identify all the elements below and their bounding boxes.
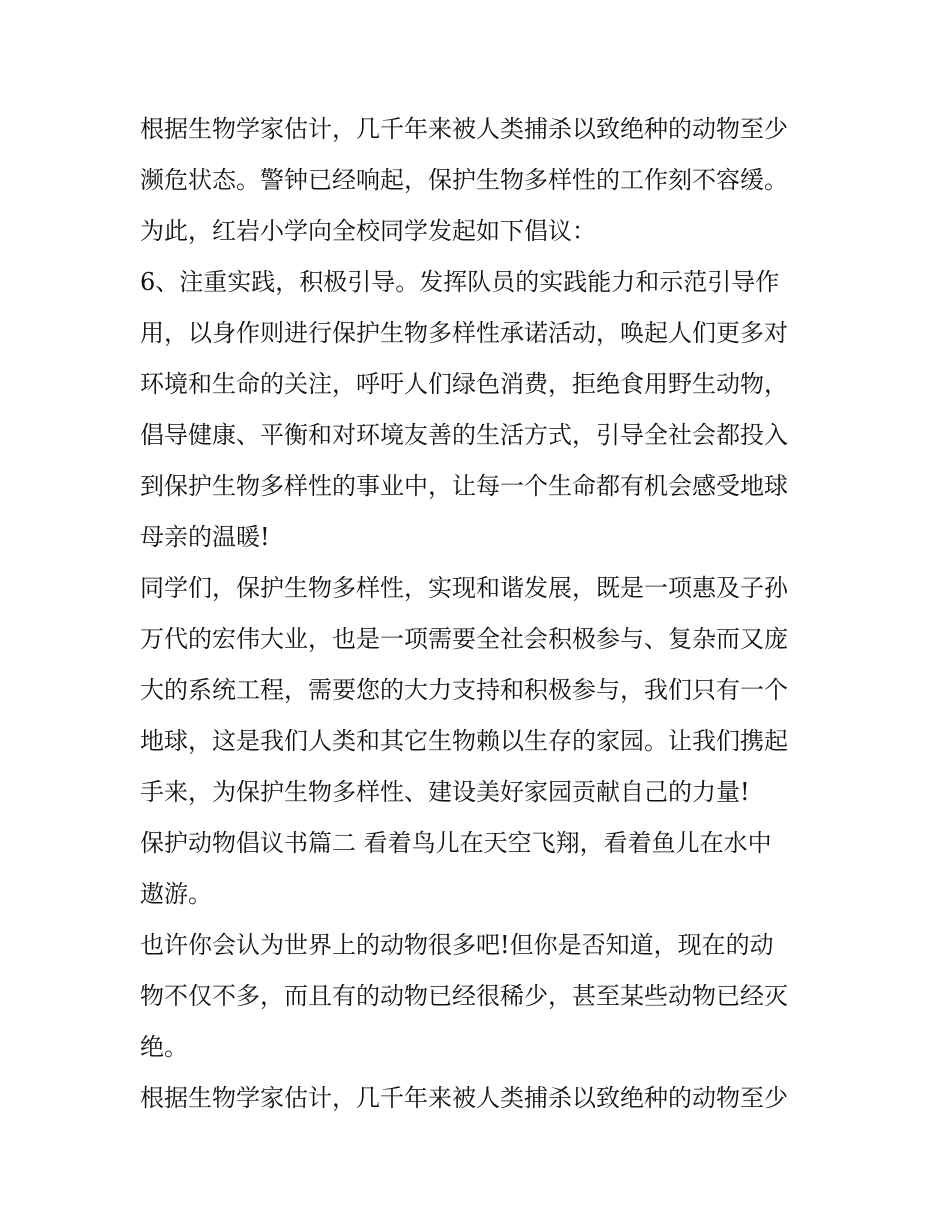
text-line: 根据生物学家估计，几千年来被人类捕杀以致绝种的动物至少 [140, 1084, 788, 1112]
text-line: 母亲的温暖! [140, 523, 270, 551]
text-line: 保护动物倡议书篇二 看着鸟儿在天空飞翔，看着鱼儿在水中 [140, 829, 772, 857]
text-line: 万代的宏伟大业，也是一项需要全社会积极参与、复杂而又庞 [140, 625, 788, 653]
text-line: 用，以身作则进行保护生物多样性承诺活动，唤起人们更多对 [140, 319, 788, 347]
text-line: 绝。 [140, 1033, 188, 1061]
paragraph-item-6 [140, 257, 820, 563]
text-line: 也许你会认为世界上的动物很多吧!但你是否知道，现在的动 [140, 931, 774, 959]
paragraph-section-two-title [140, 818, 820, 920]
text-line: 遨游。 [140, 880, 212, 908]
text-line: 为此，红岩小学向全校同学发起如下倡议： [140, 217, 596, 245]
text-line: 濒危状态。警钟已经响起，保护生物多样性的工作刻不容缓。 [140, 166, 788, 194]
document-body [140, 104, 820, 1124]
text-line: 地球，这是我们人类和其它生物赖以生存的家园。让我们携起 [140, 727, 788, 755]
text-line: 到保护生物多样性的事业中，让每一个生命都有机会感受地球 [140, 472, 788, 500]
text-line: 手来，为保护生物多样性、建设美好家园贡献自己的力量! [140, 778, 750, 806]
text-line: 环境和生命的关注，呼吁人们绿色消费，拒绝食用野生动物， [140, 370, 788, 398]
text-line: 倡导健康、平衡和对环境友善的生活方式，引导全社会都投入 [140, 421, 788, 449]
text-line: 6、注重实践，积极引导。发挥队员的实践能力和示范引导作 [140, 268, 780, 296]
text-line: 根据生物学家估计，几千年来被人类捕杀以致绝种的动物至少 [140, 115, 788, 143]
paragraph-appeal [140, 563, 820, 818]
paragraph-estimate [140, 1073, 820, 1124]
text-line: 同学们，保护生物多样性，实现和谐发展，既是一项惠及子孙 [140, 574, 788, 602]
paragraph-animals-rare [140, 920, 820, 1073]
text-line: 物不仅不多，而且有的动物已经很稀少，甚至某些动物已经灭 [140, 982, 788, 1010]
text-line: 大的系统工程，需要您的大力支持和积极参与，我们只有一个 [140, 676, 788, 704]
paragraph-intro [140, 104, 820, 257]
